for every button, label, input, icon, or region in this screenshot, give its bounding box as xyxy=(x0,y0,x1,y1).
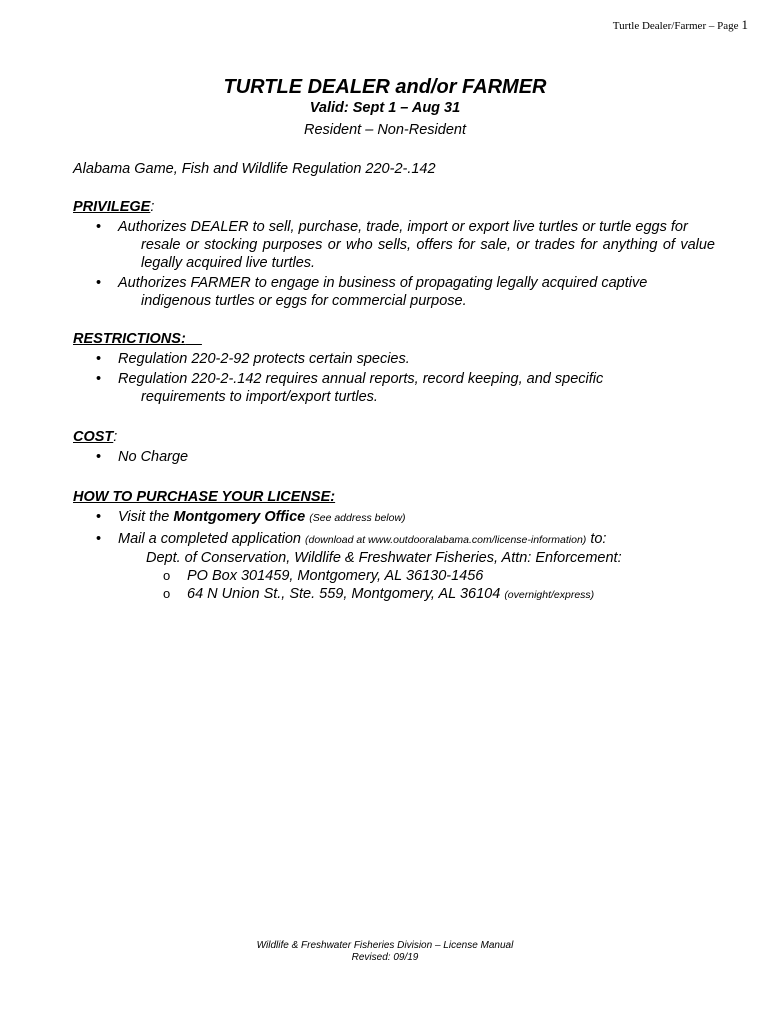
header-text: Turtle Dealer/Farmer – Page xyxy=(612,20,739,32)
restrictions-section xyxy=(73,330,715,406)
regulation-reference: Alabama Game, Fish and Wildlife Regulation 220-2-.142 xyxy=(73,161,436,177)
address-text: 64 N Union St., Ste. 559, Montgomery, AL 36104 xyxy=(187,586,505,602)
privilege-colon: : xyxy=(150,199,155,215)
page-footer xyxy=(0,940,770,964)
page-number: 1 xyxy=(741,17,748,32)
mail-prefix: Mail a completed application xyxy=(118,531,305,547)
cost-section xyxy=(73,428,715,466)
privilege-item-continuation: indigenous turtles or eggs for commercial purpose. xyxy=(141,293,467,309)
document-title: TURTLE DEALER and/or FARMER xyxy=(223,76,547,98)
validity-period: Valid: Sept 1 – Aug 31 xyxy=(309,100,461,116)
privilege-heading: PRIVILEGE xyxy=(73,199,151,215)
restriction-item-first-line: • Regulation 220-2-.142 requires annual reports, record keeping, and specific xyxy=(118,371,604,387)
restrictions-heading-line xyxy=(73,330,715,348)
cost-heading: COST xyxy=(73,429,114,445)
privilege-section xyxy=(73,198,715,310)
title-block xyxy=(0,76,770,140)
privilege-heading-line xyxy=(73,198,715,216)
address-list xyxy=(73,567,715,604)
purchase-list xyxy=(73,508,715,549)
privilege-item-first-line: • Authorizes DEALER to sell, purchase, trade, import or export live turtles or turtle eggs for xyxy=(118,219,688,235)
address-item xyxy=(187,585,715,604)
privilege-item-first-line: • Authorizes FARMER to engage in business of propagating legally acquired captive xyxy=(118,275,648,291)
restrictions-list xyxy=(73,350,715,406)
cost-item xyxy=(73,448,715,466)
visit-prefix: Visit the xyxy=(118,509,174,525)
purchase-heading: HOW TO PURCHASE YOUR LICENSE: xyxy=(73,489,336,505)
page-header xyxy=(613,17,748,33)
privilege-item xyxy=(73,218,715,272)
cost-colon: : xyxy=(113,429,118,445)
montgomery-office: Montgomery Office xyxy=(173,509,306,525)
visit-note: (See address below) xyxy=(309,512,406,524)
privilege-item-continuation: resale or stocking purposes or who sells, offers for sale, or trades for anything of value legally acquired live turtles. xyxy=(141,237,715,271)
purchase-mail-item xyxy=(73,530,715,549)
cost-list xyxy=(73,448,715,466)
restrictions-heading: RESTRICTIONS: xyxy=(73,331,186,347)
document-body xyxy=(73,160,715,622)
privilege-item xyxy=(73,274,715,310)
restriction-item xyxy=(73,370,715,406)
mail-note: (download at www.outdooralabama.com/license-information) xyxy=(305,534,587,546)
address-text: PO Box 301459, Montgomery, AL 36130-1456 xyxy=(187,568,484,584)
footer-line-2: Revised: 09/19 xyxy=(351,952,419,963)
purchase-heading-line xyxy=(73,488,715,506)
address-note: (overnight/express) xyxy=(504,589,595,601)
restriction-item-text: • Regulation 220-2-92 protects certain species. xyxy=(118,351,410,367)
mail-suffix: to: xyxy=(586,531,607,547)
mail-department: Dept. of Conservation, Wildlife & Freshwater Fisheries, Attn: Enforcement: xyxy=(146,550,622,566)
purchase-section xyxy=(73,488,715,604)
footer-line-1: Wildlife & Freshwater Fisheries Division – License Manual xyxy=(256,940,514,951)
residency: Resident – Non-Resident xyxy=(303,122,466,138)
restriction-item xyxy=(73,350,715,368)
address-item xyxy=(187,567,715,585)
privilege-list xyxy=(73,218,715,310)
restriction-item-continuation: requirements to import/export turtles. xyxy=(141,389,378,405)
cost-item-text: No Charge xyxy=(118,449,189,465)
purchase-visit-item xyxy=(73,508,715,527)
cost-heading-line xyxy=(73,428,715,446)
